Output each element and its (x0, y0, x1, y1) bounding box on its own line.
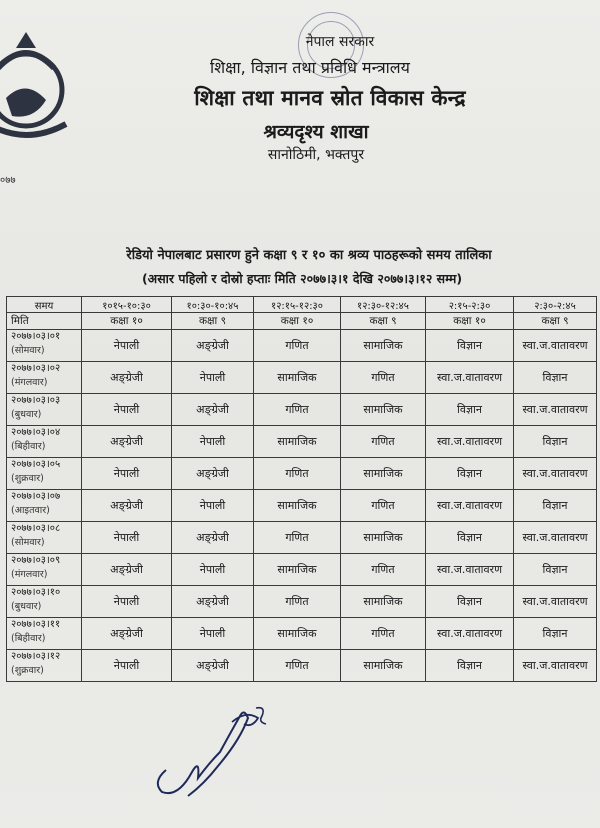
time-slot: १२:१५-१२:३० (254, 297, 341, 313)
date-value: २०७७।०३।०१ (11, 331, 61, 342)
date-value: २०७७।०३।०९ (11, 555, 61, 566)
subject-cell: सामाजिक (341, 330, 426, 362)
date-cell (7, 458, 82, 490)
table-row (7, 554, 597, 586)
subject-cell: सामाजिक (341, 458, 426, 490)
subject-cell: नेपाली (82, 522, 172, 554)
date-cell (7, 490, 82, 522)
subject-cell: नेपाली (172, 618, 254, 650)
time-label: समय (7, 297, 82, 313)
schedule-title: रेडियो नेपालबाट प्रसारण हुने कक्षा ९ र १० का श्रव्य पाठहरूको समय तालिका (126, 248, 492, 263)
subject-cell: स्वा.ज.वातावरण (514, 586, 597, 618)
table-row (7, 522, 597, 554)
subject-cell: गणित (254, 650, 341, 682)
weekday-value: (सोमवार) (11, 537, 45, 548)
subject-cell: गणित (254, 458, 341, 490)
subject-cell: स्वा.ज.वातावरण (426, 554, 514, 586)
date-value: २०७७।०३।०३ (11, 395, 61, 406)
table-row (7, 362, 597, 394)
subject-cell: नेपाली (82, 650, 172, 682)
subject-cell: स्वा.ज.वातावरण (426, 490, 514, 522)
time-slot: १०१५-१०:३० (82, 297, 172, 313)
time-slot: १०:३०-१०:४५ (172, 297, 254, 313)
subject-cell: स्वा.ज.वातावरण (426, 362, 514, 394)
date-cell (7, 650, 82, 682)
signature-icon (148, 700, 278, 800)
date-value: २०७७।०३।१२ (11, 651, 61, 662)
subject-cell: सामाजिक (254, 362, 341, 394)
schedule-table (6, 296, 597, 682)
header-center: शिक्षा तथा मानव स्रोत विकास केन्द्र (194, 86, 466, 110)
date-cell (7, 554, 82, 586)
subject-cell: सामाजिक (254, 618, 341, 650)
class-label: कक्षा ९ (514, 313, 597, 330)
subject-cell: सामाजिक (341, 394, 426, 426)
subject-cell: सामाजिक (254, 426, 341, 458)
table-row (7, 426, 597, 458)
subject-cell: स्वा.ज.वातावरण (514, 522, 597, 554)
weekday-value: (मंगलवार) (11, 569, 48, 580)
class-label: कक्षा १० (426, 313, 514, 330)
subject-cell: स्वा.ज.वातावरण (514, 394, 597, 426)
subject-cell: अङ्ग्रेजी (172, 330, 254, 362)
time-slot: २:१५-२:३० (426, 297, 514, 313)
subject-cell: विज्ञान (426, 330, 514, 362)
subject-cell: स्वा.ज.वातावरण (514, 458, 597, 490)
date-label: मिति (7, 313, 82, 330)
subject-cell: गणित (254, 586, 341, 618)
subject-cell: अङ्ग्रेजी (82, 490, 172, 522)
time-slot: १२:३०-१२:४५ (341, 297, 426, 313)
subject-cell: गणित (341, 490, 426, 522)
date-value: २०७७।०३।०४ (11, 427, 61, 438)
subject-cell: अङ्ग्रेजी (172, 394, 254, 426)
subject-cell: गणित (341, 554, 426, 586)
header-section: श्रव्यदृश्य शाखा (263, 121, 369, 143)
weekday-value: (बिहीवार) (11, 441, 46, 452)
subject-cell: स्वा.ज.वातावरण (514, 650, 597, 682)
class-label: कक्षा १० (254, 313, 341, 330)
subject-cell: नेपाली (172, 362, 254, 394)
subject-cell: विज्ञान (514, 554, 597, 586)
subject-cell: गणित (254, 522, 341, 554)
reference-number: ०७७ (0, 175, 16, 186)
subject-cell: नेपाली (82, 330, 172, 362)
table-row (7, 490, 597, 522)
weekday-value: (शुक्रवार) (11, 665, 44, 676)
subject-cell: अङ्ग्रेजी (82, 362, 172, 394)
subject-cell: नेपाली (82, 394, 172, 426)
subject-cell: विज्ञान (426, 522, 514, 554)
subject-cell: अङ्ग्रेजी (82, 618, 172, 650)
subject-cell: स्वा.ज.वातावरण (426, 618, 514, 650)
class-label: कक्षा ९ (341, 313, 426, 330)
subject-cell: नेपाली (172, 554, 254, 586)
subject-cell: नेपाली (172, 426, 254, 458)
date-value: २०७७।०३।१० (11, 587, 61, 598)
subject-cell: विज्ञान (426, 458, 514, 490)
subject-cell: विज्ञान (514, 618, 597, 650)
table-row (7, 618, 597, 650)
schedule-table-body (7, 297, 597, 682)
header-address: सानोठिमी, भक्तपुर (267, 147, 365, 163)
date-value: २०७७।०३।०२ (11, 363, 61, 374)
date-cell (7, 618, 82, 650)
table-row (7, 458, 597, 490)
date-value: २०७७।०३।०७ (11, 491, 61, 502)
weekday-value: (सोमवार) (11, 345, 45, 356)
time-slot: २:३०-२:४५ (514, 297, 597, 313)
schedule-subtitle: (असार पहिलो र दोस्रो हप्ताः मिति २०७७।३।१ देखि २०७७।३।१२ सम्म) (141, 271, 463, 286)
subject-cell: गणित (341, 618, 426, 650)
subject-cell: गणित (254, 330, 341, 362)
subject-cell: सामाजिक (341, 586, 426, 618)
date-value: २०७७।०३।०५ (11, 459, 61, 470)
date-cell (7, 426, 82, 458)
class-label: कक्षा १० (82, 313, 172, 330)
weekday-value: (मंगलवार) (11, 377, 48, 388)
table-row (7, 330, 597, 362)
weekday-value: (आइतवार) (11, 505, 50, 516)
time-header-row (7, 297, 597, 313)
date-cell (7, 330, 82, 362)
subject-cell: स्वा.ज.वातावरण (426, 426, 514, 458)
subject-cell: गणित (341, 426, 426, 458)
subject-cell: विज्ञान (514, 426, 597, 458)
subject-cell: विज्ञान (426, 650, 514, 682)
class-label: कक्षा ९ (172, 313, 254, 330)
header-government: नेपाल सरकार (305, 34, 375, 50)
date-cell (7, 586, 82, 618)
weekday-value: (शुक्रवार) (11, 473, 44, 484)
subject-cell: अङ्ग्रेजी (172, 650, 254, 682)
date-cell (7, 522, 82, 554)
subject-cell: स्वा.ज.वातावरण (514, 330, 597, 362)
date-cell (7, 362, 82, 394)
subject-cell: सामाजिक (254, 490, 341, 522)
subject-cell: नेपाली (82, 458, 172, 490)
table-row (7, 650, 597, 682)
subject-cell: विज्ञान (426, 394, 514, 426)
subject-cell: गणित (254, 394, 341, 426)
subject-cell: विज्ञान (426, 586, 514, 618)
table-row (7, 586, 597, 618)
date-value: २०७७।०३।०८ (11, 523, 61, 534)
subject-cell: विज्ञान (514, 490, 597, 522)
subject-cell: नेपाली (172, 490, 254, 522)
subject-cell: अङ्ग्रेजी (82, 554, 172, 586)
subject-cell: अङ्ग्रेजी (82, 426, 172, 458)
subject-cell: विज्ञान (514, 362, 597, 394)
weekday-value: (बुधवार) (11, 601, 42, 612)
header-ministry: शिक्षा, विज्ञान तथा प्रविधि मन्त्रालय (210, 58, 410, 77)
subject-cell: सामाजिक (254, 554, 341, 586)
subject-cell: अङ्ग्रेजी (172, 522, 254, 554)
subject-cell: गणित (341, 362, 426, 394)
subject-cell: अङ्ग्रेजी (172, 458, 254, 490)
weekday-value: (बिहीवार) (11, 633, 46, 644)
weekday-value: (बुधवार) (11, 409, 42, 420)
class-header-row (7, 313, 597, 330)
table-row (7, 394, 597, 426)
date-value: २०७७।०३।११ (11, 619, 61, 630)
subject-cell: सामाजिक (341, 650, 426, 682)
subject-cell: अङ्ग्रेजी (172, 586, 254, 618)
subject-cell: नेपाली (82, 586, 172, 618)
subject-cell: सामाजिक (341, 522, 426, 554)
date-cell (7, 394, 82, 426)
